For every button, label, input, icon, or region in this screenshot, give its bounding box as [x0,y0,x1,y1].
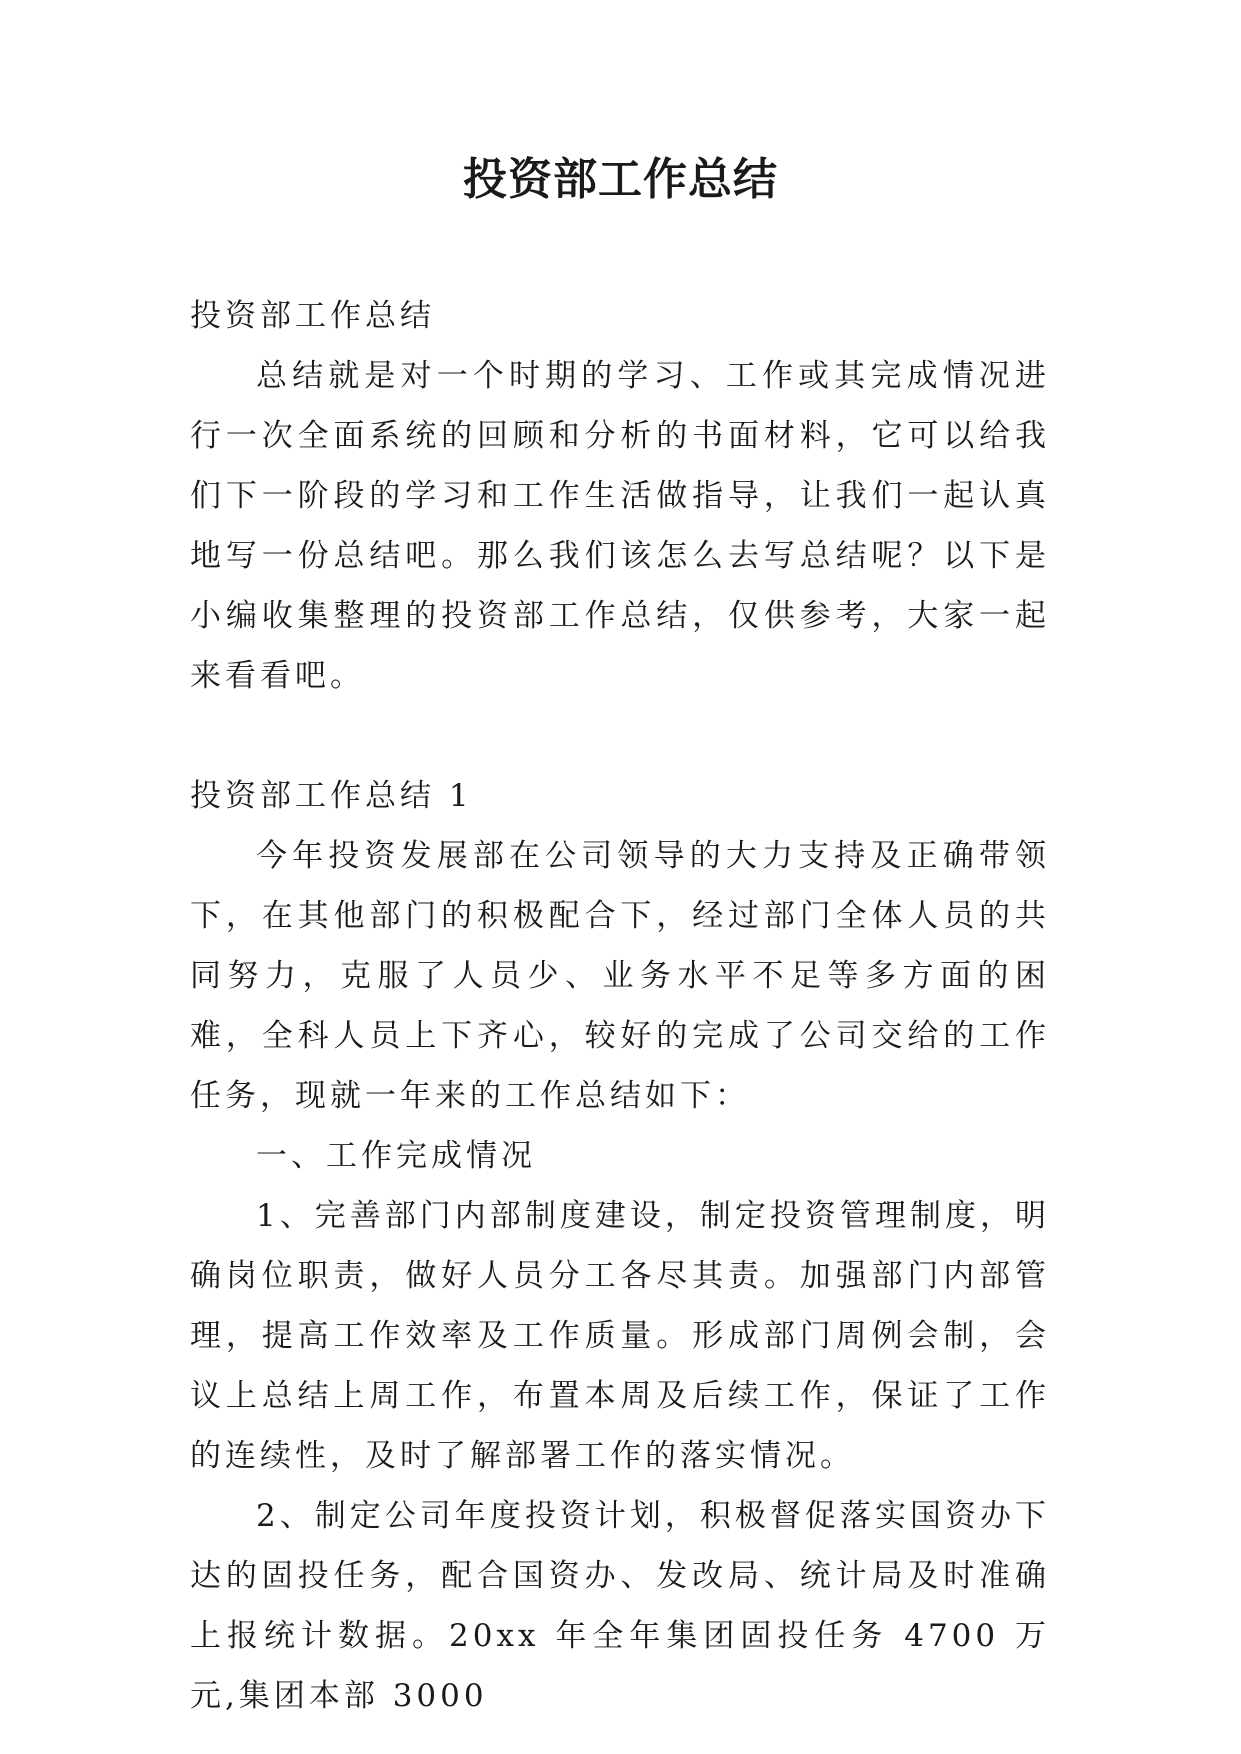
paragraph-gap [190,706,1050,766]
section-heading: 投资部工作总结 [190,298,435,334]
document-title: 投资部工作总结 [463,154,778,205]
intro-paragraph: 总结就是对一个时期的学习、工作或其完成情况进行一次全面系统的回顾和分析的书面材料，它可以给我们下一阶段的学习和工作生活做指导，让我们一起认真地写一份总结吧。那么我们该怎么去写总结呢？以下是小编收集整理的投资部工作总结，仅供参考，大家一起来看看吧。 [190,358,1050,694]
body-paragraph: 1、完善部门内部制度建设，制定投资管理制度，明确岗位职责，做好人员分工各尽其责。加强部门内部管理，提高工作效率及工作质量。形成部门周例会制，会议上总结上周工作，布置本周及后续工作，保证了工作的连续性，及时了解部署工作的落实情况。 [190,1198,1050,1474]
section-heading: 投资部工作总结 1 [190,778,473,814]
document-body [190,286,1050,1726]
body-paragraph: 2、制定公司年度投资计划，积极督促落实国资办下达的固投任务，配合国资办、发改局、统计局及时准确上报统计数据。20xx 年全年集团固投任务 4700 万元,集团本部 3000 [190,1498,1050,1714]
body-paragraph: 今年投资发展部在公司领导的大力支持及正确带领下，在其他部门的积极配合下，经过部门全体人员的共同努力，克服了人员少、业务水平不足等多方面的困难，全科人员上下齐心，较好的完成了公司交给的工作任务，现就一年来的工作总结如下： [190,838,1050,1114]
body-paragraph: 一、工作完成情况 [256,1138,536,1174]
